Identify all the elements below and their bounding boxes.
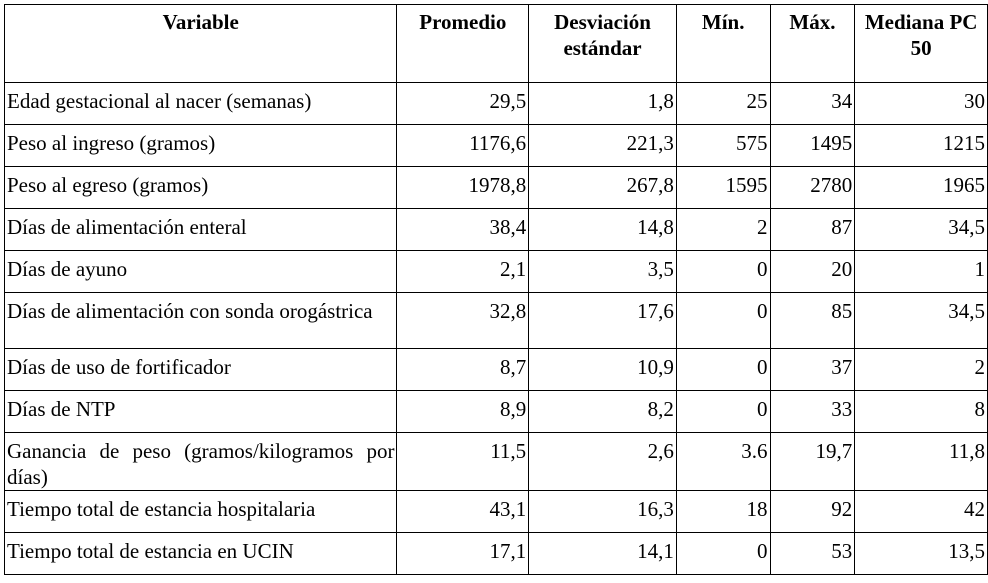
table-row [5,491,988,533]
cell-desviacion: 1,8 [529,83,677,125]
table-row [5,391,988,433]
cell-mediana: 11,8 [855,433,988,491]
table-row [5,349,988,391]
table-row [5,167,988,209]
row-label: Días de alimentación enteral [5,209,397,251]
cell-max: 2780 [770,167,855,209]
cell-min: 0 [676,391,770,433]
table-row [5,533,988,575]
row-label: Días de NTP [5,391,397,433]
cell-desviacion: 14,8 [529,209,677,251]
cell-mediana: 34,5 [855,293,988,349]
cell-min: 2 [676,209,770,251]
cell-desviacion: 2,6 [529,433,677,491]
cell-max: 33 [770,391,855,433]
cell-desviacion: 17,6 [529,293,677,349]
cell-desviacion: 267,8 [529,167,677,209]
column-header-promedio: Promedio [397,5,529,83]
cell-max: 1495 [770,125,855,167]
row-label: Ganancia de peso (gramos/kilogramos por días) [5,433,397,491]
column-header-desviacion: Desviación estándar [529,5,677,83]
row-label: Días de uso de fortificador [5,349,397,391]
cell-min: 3.6 [676,433,770,491]
row-label: Peso al ingreso (gramos) [5,125,397,167]
cell-mediana: 1215 [855,125,988,167]
cell-min: 0 [676,533,770,575]
cell-mediana: 34,5 [855,209,988,251]
cell-max: 92 [770,491,855,533]
table-row [5,251,988,293]
cell-promedio: 29,5 [397,83,529,125]
row-label: Peso al egreso (gramos) [5,167,397,209]
cell-mediana: 13,5 [855,533,988,575]
cell-promedio: 38,4 [397,209,529,251]
cell-promedio: 11,5 [397,433,529,491]
cell-min: 0 [676,251,770,293]
cell-desviacion: 221,3 [529,125,677,167]
cell-mediana: 30 [855,83,988,125]
cell-promedio: 8,7 [397,349,529,391]
table-row [5,293,988,349]
row-label: Tiempo total de estancia hospitalaria [5,491,397,533]
cell-desviacion: 3,5 [529,251,677,293]
cell-desviacion: 16,3 [529,491,677,533]
table-row [5,209,988,251]
cell-mediana: 42 [855,491,988,533]
cell-mediana: 8 [855,391,988,433]
cell-max: 85 [770,293,855,349]
cell-mediana: 2 [855,349,988,391]
cell-promedio: 2,1 [397,251,529,293]
cell-mediana: 1 [855,251,988,293]
cell-promedio: 1176,6 [397,125,529,167]
row-label: Días de ayuno [5,251,397,293]
statistics-table [4,4,988,575]
cell-promedio: 17,1 [397,533,529,575]
row-label: Días de alimentación con sonda orogástrica [5,293,397,349]
column-header-max: Máx. [770,5,855,83]
cell-min: 0 [676,293,770,349]
cell-promedio: 32,8 [397,293,529,349]
column-header-variable: Variable [5,5,397,83]
cell-min: 25 [676,83,770,125]
row-label: Tiempo total de estancia en UCIN [5,533,397,575]
table-header-row [5,5,988,83]
table-row [5,125,988,167]
cell-max: 19,7 [770,433,855,491]
cell-max: 53 [770,533,855,575]
cell-promedio: 43,1 [397,491,529,533]
cell-max: 20 [770,251,855,293]
cell-promedio: 8,9 [397,391,529,433]
cell-desviacion: 10,9 [529,349,677,391]
cell-min: 1595 [676,167,770,209]
table-row [5,433,988,491]
cell-promedio: 1978,8 [397,167,529,209]
column-header-min: Mín. [676,5,770,83]
cell-max: 87 [770,209,855,251]
cell-max: 37 [770,349,855,391]
row-label: Edad gestacional al nacer (semanas) [5,83,397,125]
column-header-mediana: Mediana PC 50 [855,5,988,83]
table-row [5,83,988,125]
cell-mediana: 1965 [855,167,988,209]
cell-desviacion: 14,1 [529,533,677,575]
cell-min: 18 [676,491,770,533]
cell-desviacion: 8,2 [529,391,677,433]
cell-min: 0 [676,349,770,391]
cell-max: 34 [770,83,855,125]
cell-min: 575 [676,125,770,167]
